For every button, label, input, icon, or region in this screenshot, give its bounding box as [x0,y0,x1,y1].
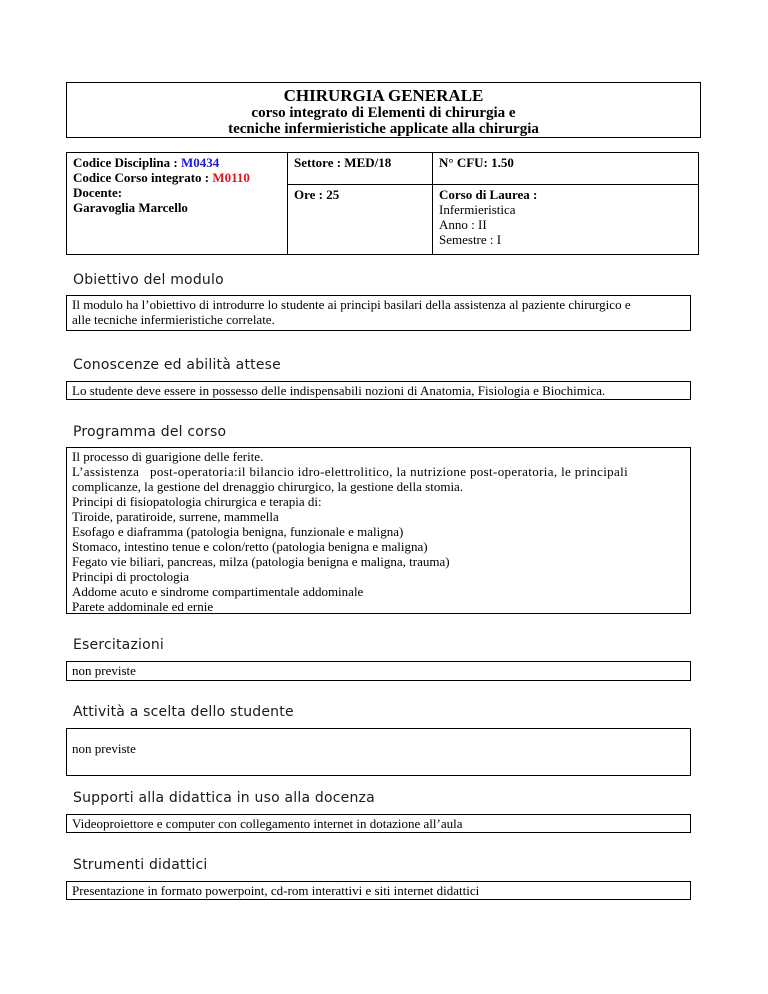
corso-laurea-cell [433,185,699,255]
codice-corso-value: M0110 [212,170,250,185]
codice-disciplina-label: Codice Disciplina : [73,155,181,170]
attivita-line: non previste [72,741,136,756]
heading-strumenti: Strumenti didattici [73,857,208,873]
supporti-line: Videoproiettore e computer con collegamento internet in dotazione all’aula [72,816,463,831]
docente-label: Docente: [73,185,123,200]
title-box [66,82,701,138]
programma-line: complicanze, la gestione del drenaggio chirurgico, la gestione della stomia. [72,479,464,494]
ore: Ore : 25 [294,187,340,202]
heading-conoscenze: Conoscenze ed abilità attese [73,357,281,373]
document-subtitle-line2: tecniche infermieristiche applicate alla chirurgia [228,121,539,137]
programma-line: Esofago e diaframma (patologia benigna, funzionale e maligna) [72,524,404,539]
document-subtitle-line1: corso integrato di Elementi di chirurgia e [251,105,516,121]
anno: Anno : II [439,217,487,232]
box-esercitazioni [66,661,691,681]
box-supporti [66,814,691,833]
semestre: Semestre : I [439,232,502,247]
course-info-table [66,152,699,255]
heading-obiettivo: Obiettivo del modulo [73,272,224,288]
codice-disciplina-value: M0434 [180,155,220,170]
heading-esercitazioni: Esercitazioni [73,637,165,653]
programma-line: Fegato vie biliari, pancreas, milza (patologia benigna e maligna, trauma) [72,554,450,569]
strumenti-line: Presentazione in formato powerpoint, cd-rom interattivi e siti internet didattici [72,883,480,898]
box-programma [66,447,691,614]
programma-line: Parete addominale ed ernie [72,599,214,614]
docente-value: Garavoglia Marcello [73,200,188,215]
programma-line: L’assistenza post-operatoria:il bilancio idro-elettrolitico, la nutrizione post-operatoria, le principali [72,464,629,479]
box-conoscenze [66,381,691,400]
cfu-cell [433,153,699,185]
conoscenze-line: Lo studente deve essere in possesso delle indispensabili nozioni di Anatomia, Fisiologia e Biochimica. [72,383,606,398]
heading-supporti: Supporti alla didattica in uso alla docenza [73,790,375,806]
cfu: N° CFU: 1.50 [439,155,514,170]
corso-laurea-label: Corso di Laurea : [439,187,538,202]
codes-cell [67,153,288,255]
obiettivo-line: alle tecniche infermieristiche correlate. [72,312,275,327]
programma-line: Principi di fisiopatologia chirurgica e terapia di: [72,494,322,509]
programma-line: Il processo di guarigione delle ferite. [72,449,264,464]
programma-line: Tiroide, paratiroide, surrene, mammella [72,509,279,524]
settore: Settore : MED/18 [294,155,392,170]
box-strumenti [66,881,691,900]
programma-line: Addome acuto e sindrome compartimentale addominale [72,584,364,599]
programma-line: Principi di proctologia [72,569,189,584]
corso-laurea-value: Infermieristica [439,202,516,217]
programma-line: Stomaco, intestino tenue e colon/retto (patologia benigna e maligna) [72,539,428,554]
box-obiettivo [66,295,691,331]
heading-programma: Programma del corso [73,424,227,440]
codice-corso-label: Codice Corso integrato : [73,170,213,185]
settore-cell [288,153,433,185]
ore-cell [288,185,433,255]
box-attivita [66,728,691,776]
document-title: CHIRURGIA GENERALE [283,86,484,105]
esercitazioni-line: non previste [72,663,136,678]
heading-attivita: Attività a scelta dello studente [73,704,294,720]
obiettivo-line: Il modulo ha l’obiettivo di introdurre lo studente ai principi basilari della assistenza al paziente chirurgico e [72,297,631,312]
